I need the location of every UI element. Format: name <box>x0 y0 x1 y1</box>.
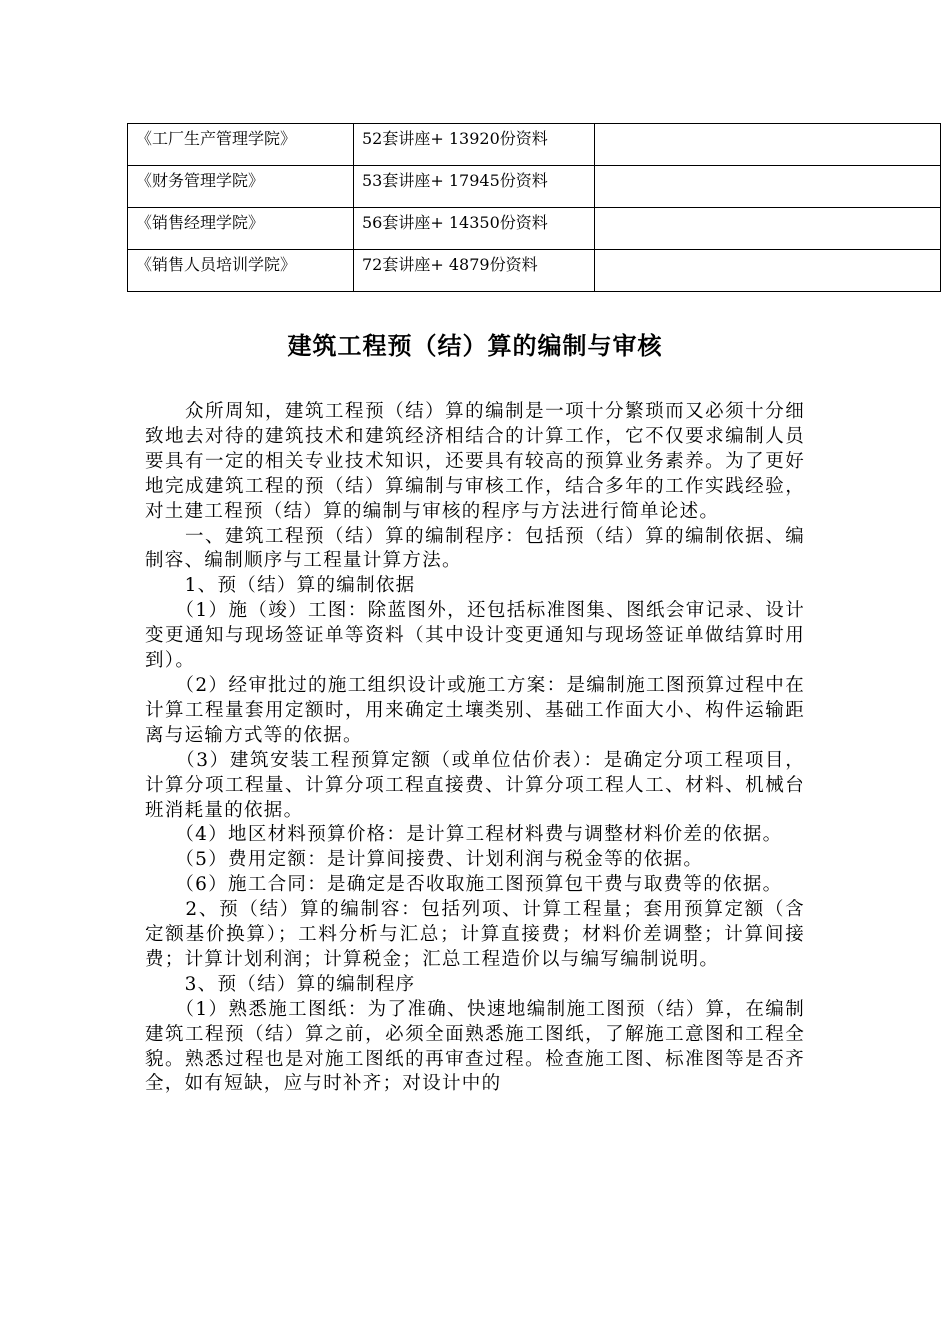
course-name-cell: 《销售经理学院》 <box>128 208 354 250</box>
paragraph: （1）熟悉施工图纸：为了准确、快速地编制施工图预（结）算，在编制建筑工程预（结）算之前，必须全面熟悉施工图纸，了解施工意图和工程全貌。熟悉过程也是对施工图纸的再审查过程。检查施工图、标准图等是否齐全，如有短缺，应与时补齐；对设计中的 <box>145 998 805 1095</box>
course-note-cell <box>595 124 941 166</box>
course-name-cell: 《销售人员培训学院》 <box>128 250 354 292</box>
paragraph: 一、建筑工程预（结）算的编制程序：包括预（结）算的编制依据、编制容、编制顺序与工程量计算方法。 <box>145 525 805 572</box>
table-row <box>128 250 941 292</box>
table-row <box>128 124 941 166</box>
course-content-cell: 53套讲座+ 17945份资料 <box>354 166 595 208</box>
paragraph: （5）费用定额：是计算间接费、计划利润与税金等的依据。 <box>145 849 704 871</box>
course-name-cell: 《财务管理学院》 <box>128 166 354 208</box>
course-note-cell <box>595 208 941 250</box>
paragraph: （6）施工合同：是确定是否收取施工图预算包干费与取费等的依据。 <box>145 874 783 896</box>
course-name-cell: 《工厂生产管理学院》 <box>128 124 354 166</box>
paragraph: （4）地区材料预算价格：是计算工程材料费与调整材料价差的依据。 <box>145 824 783 846</box>
paragraph: （2）经审批过的施工组织设计或施工方案：是编制施工图预算过程中在计算工程量套用定额时，用来确定土壤类别、基础工作面大小、构件运输距离与运输方式等的依据。 <box>145 674 805 746</box>
article-body <box>145 400 805 1097</box>
course-content-cell: 72套讲座+ 4879份资料 <box>354 250 595 292</box>
paragraph: 2、预（结）算的编制容：包括列项、计算工程量；套用预算定额（含定额基价换算）；工料分析与汇总；计算直接费；材料价差调整；计算间接费；计算计划利润；计算税金；汇总工程造价以与编写编制说明。 <box>145 899 805 970</box>
paragraph: 1、预（结）算的编制依据 <box>145 575 416 597</box>
course-content-cell: 52套讲座+ 13920份资料 <box>354 124 595 166</box>
table-row <box>128 208 941 250</box>
course-note-cell <box>595 250 941 292</box>
course-note-cell <box>595 166 941 208</box>
paragraph: （3）建筑安装工程预算定额（或单位估价表）：是确定分项工程项目，计算分项工程量、计算分项工程直接费、计算分项工程人工、材料、机械台班消耗量的依据。 <box>145 749 805 821</box>
catalog-table <box>127 123 941 292</box>
paragraph: 众所周知，建筑工程预（结）算的编制是一项十分繁琐而又必须十分细致地去对待的建筑技术和建筑经济相结合的计算工作，它不仅要求编制人员要具有一定的相关专业技术知识，还要具有较高的预算业务素养。为了更好地完成建筑工程的预（结）算编制与审核工作，结合多年的工作实践经验，对土建工程预（结）算的编制与审核的程序与方法进行简单论述。 <box>145 401 805 522</box>
paragraph: 3、预（结）算的编制程序 <box>145 973 416 995</box>
table-row <box>128 166 941 208</box>
paragraph: （1）施（竣）工图：除蓝图外，还包括标准图集、图纸会审记录、设计变更通知与现场签证单等资料（其中设计变更通知与现场签证单做结算时用到）。 <box>145 600 805 672</box>
course-content-cell: 56套讲座+ 14350份资料 <box>354 208 595 250</box>
article-title: 建筑工程预（结）算的编制与审核 <box>287 332 663 360</box>
